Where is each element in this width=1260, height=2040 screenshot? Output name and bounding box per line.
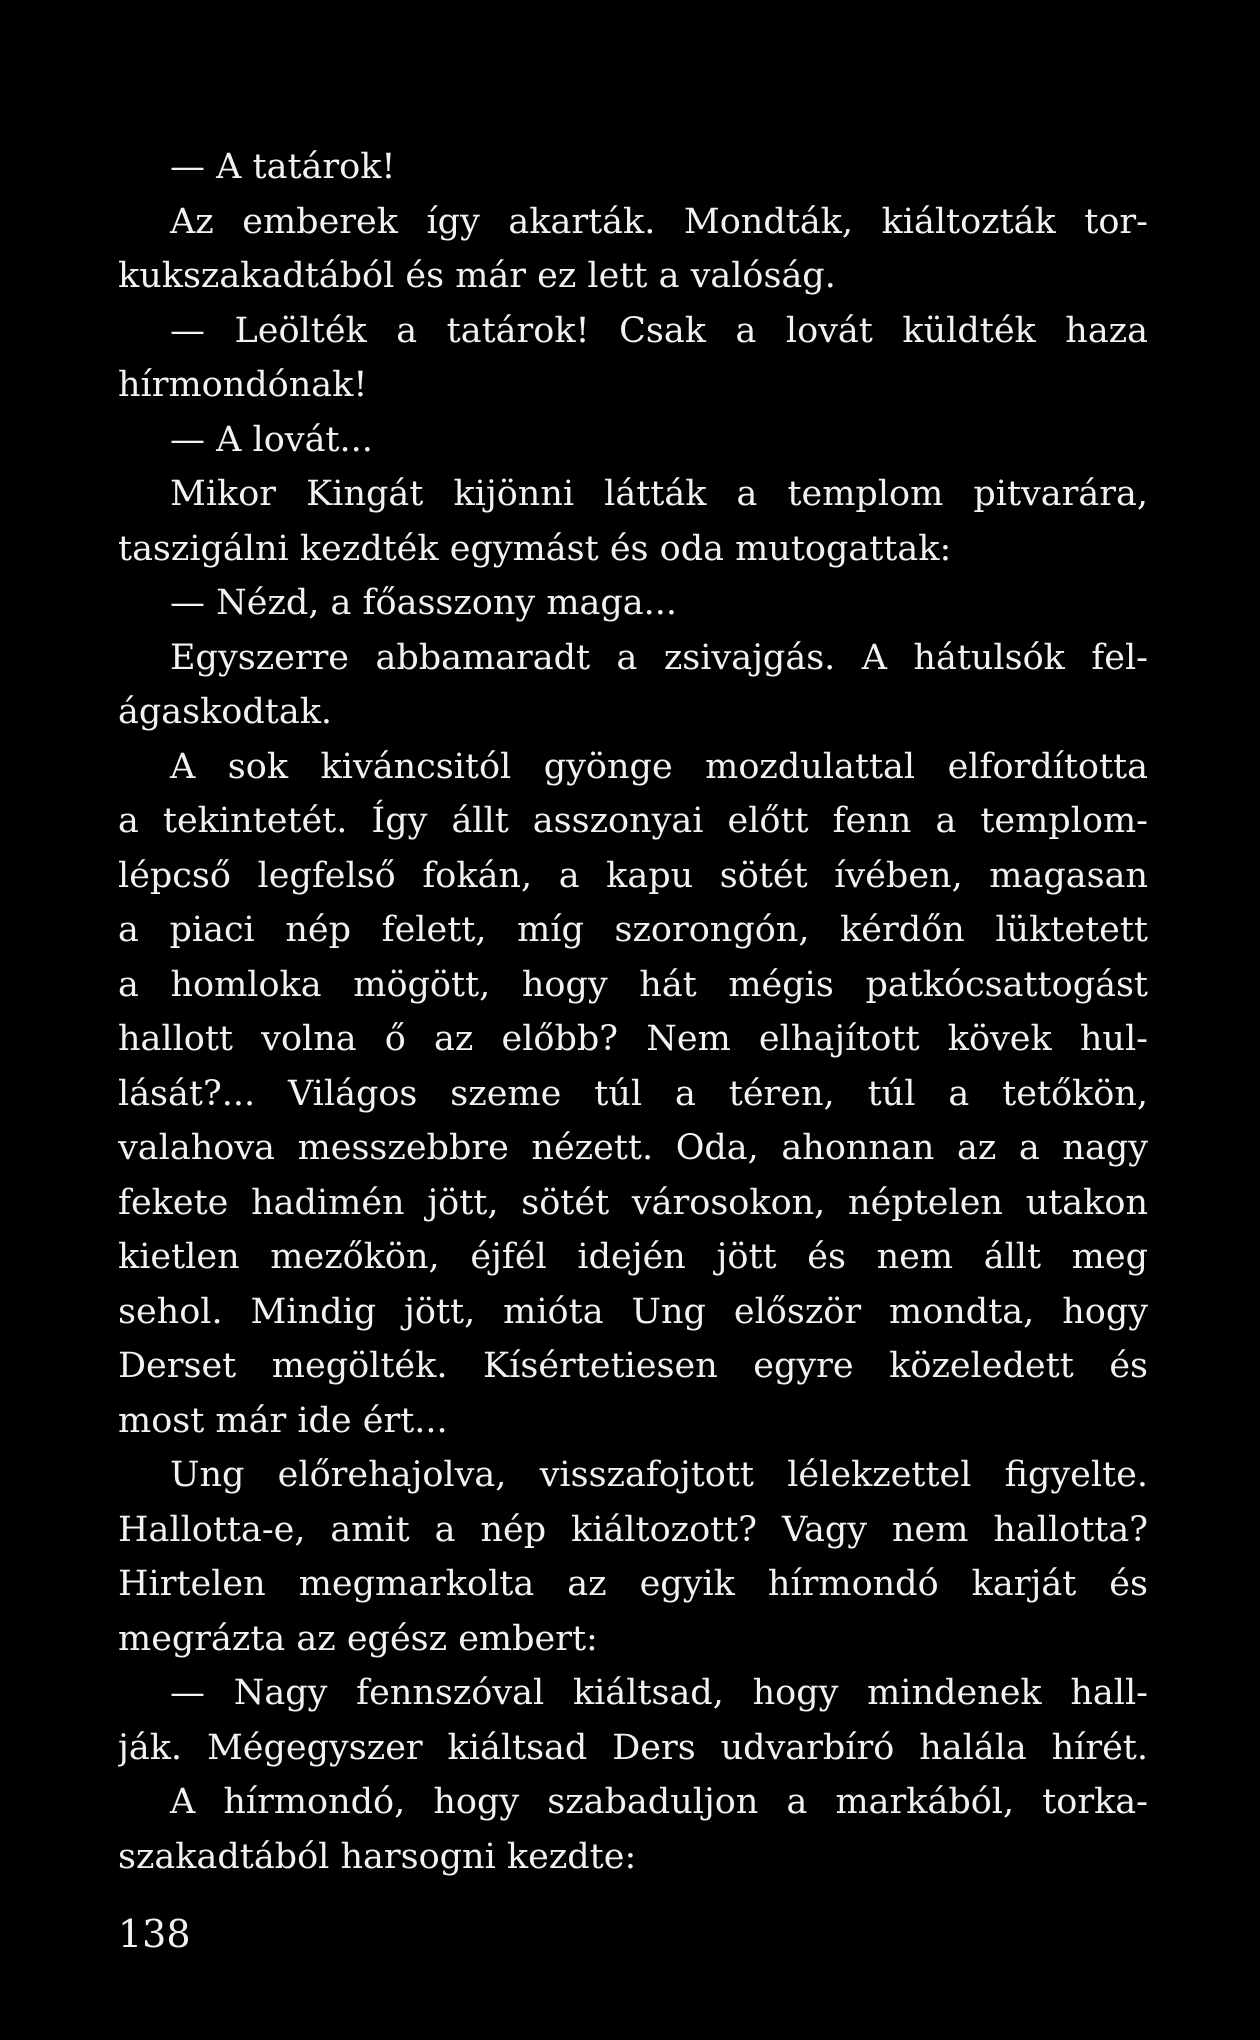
text-line: valahova messzebbre nézett. Oda, ahonnan az a nagy	[118, 1128, 1148, 1168]
text-line: ágaskodtak.	[118, 692, 333, 732]
text-line: Egyszerre abbamaradt a zsivajgás. A hátulsók fel-	[170, 637, 1148, 678]
text-line: hírmondónak!	[118, 365, 368, 405]
text-line: sehol. Mindig jött, mióta Ung először mondta, hogy	[118, 1291, 1148, 1332]
text-line: A sok kiváncsitól gyönge mozdulattal elfordította	[170, 746, 1148, 787]
text-line: Mikor Kingát kijönni látták a templom pitvarára,	[170, 474, 1148, 514]
text-line: — Nagy fennszóval kiáltsad, hogy mindenek hall-	[170, 1673, 1148, 1713]
text-line: Hirtelen megmarkolta az egyik hírmondó karját és	[118, 1564, 1148, 1604]
text-line: ják. Mégegyszer kiáltsad Ders udvarbíró halála hírét.	[118, 1727, 1148, 1768]
text-line: — A tatárok!	[170, 147, 396, 187]
text-line: — Nézd, a főasszony maga...	[170, 583, 678, 623]
text-line: lását?... Világos szeme túl a téren, túl a tetőkön,	[118, 1073, 1148, 1114]
page-number: 138	[118, 1912, 191, 1956]
text-line: taszigálni kezdték egymást és oda mutogattak:	[118, 528, 952, 569]
text-line: Derset megölték. Kísértetiesen egyre közeledett és	[118, 1346, 1148, 1386]
text-line: a piaci nép felett, míg szorongón, kérdőn lüktetett	[118, 910, 1148, 950]
text-line: — A lovát...	[170, 419, 373, 460]
text-line: megrázta az egész embert:	[118, 1618, 598, 1659]
text-line: a tekintetét. Így állt asszonyai előtt fenn a templom-	[118, 801, 1148, 841]
text-line: fekete hadimén jött, sötét városokon, néptelen utakon	[118, 1182, 1148, 1223]
text-line: — Leölték a tatárok! Csak a lovát küldték haza	[170, 310, 1148, 351]
text-line: A hírmondó, hogy szabaduljon a markából, torka-	[170, 1782, 1148, 1822]
text-line: Hallotta-e, amit a nép kiáltozott? Vagy nem hallotta?	[118, 1509, 1148, 1550]
text-line: a homloka mögött, hogy hát mégis patkócsattogást	[118, 964, 1148, 1005]
text-line: most már ide ért...	[118, 1400, 448, 1441]
body-text	[118, 140, 1148, 1884]
text-line: lépcső legfelső fokán, a kapu sötét ívében, magasan	[118, 855, 1148, 896]
text-line: hallott volna ő az előbb? Nem elhajított kövek hul-	[118, 1019, 1148, 1059]
text-line: kietlen mezőkön, éjfél idején jött és nem állt meg	[118, 1237, 1148, 1277]
text-line: kukszakadtából és már ez lett a valóság.	[118, 256, 836, 296]
text-line: szakadtából harsogni kezdte:	[118, 1836, 637, 1877]
text-line: Ung előrehajolva, visszafojtott lélekzettel figyelte.	[170, 1455, 1148, 1495]
text-line: Az emberek így akarták. Mondták, kiáltozták tor-	[170, 201, 1148, 242]
